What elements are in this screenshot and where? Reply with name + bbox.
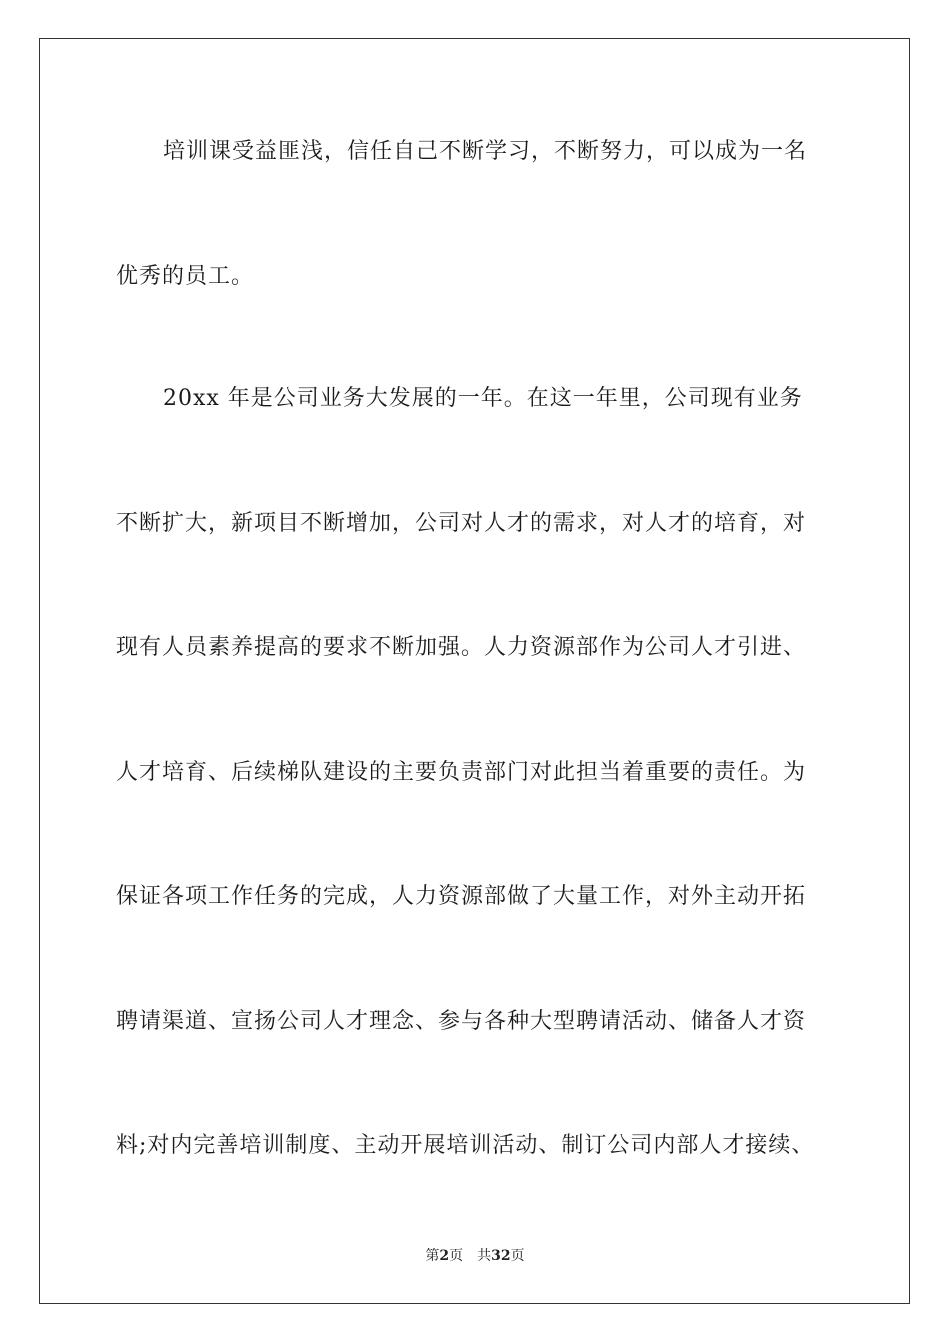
paragraph-line: 聘请渠道、宣扬公司人才理念、参与各种大型聘请活动、储备人才资 xyxy=(116,1009,807,1034)
page-border xyxy=(39,38,910,1304)
total-suffix: 页 xyxy=(510,1248,525,1264)
paragraph-line: 现有人员素养提高的要求不断加强。人力资源部作为公司人才引进、 xyxy=(116,635,807,660)
page-prefix: 第 xyxy=(425,1248,440,1264)
total-prefix: 共 xyxy=(477,1248,492,1264)
total-pages: 32 xyxy=(491,1248,511,1264)
paragraph-line: 不断扩大，新项目不断增加，公司对人才的需求，对人才的培育，对 xyxy=(116,511,807,536)
paragraph-line: 料;对内完善培训制度、主动开展培训活动、制订公司内部人才接续、 xyxy=(116,1133,815,1158)
page-footer xyxy=(0,1247,950,1265)
paragraph-line: 优秀的员工。 xyxy=(116,264,255,289)
paragraph-line: 人才培育、后续梯队建设的主要负责部门对此担当着重要的责任。为 xyxy=(116,760,807,785)
page-number: 2 xyxy=(439,1248,450,1264)
paragraph-line: 保证各项工作任务的完成，人力资源部做了大量工作，对外主动开拓 xyxy=(116,884,807,909)
paragraph-line: 培训课受益匪浅，信任自己不断学习，不断努力，可以成为一名 xyxy=(163,139,808,164)
page-suffix: 页 xyxy=(449,1248,464,1264)
paragraph-line: 20xx 年是公司业务大发展的一年。在这一年里，公司现有业务 xyxy=(163,386,803,411)
